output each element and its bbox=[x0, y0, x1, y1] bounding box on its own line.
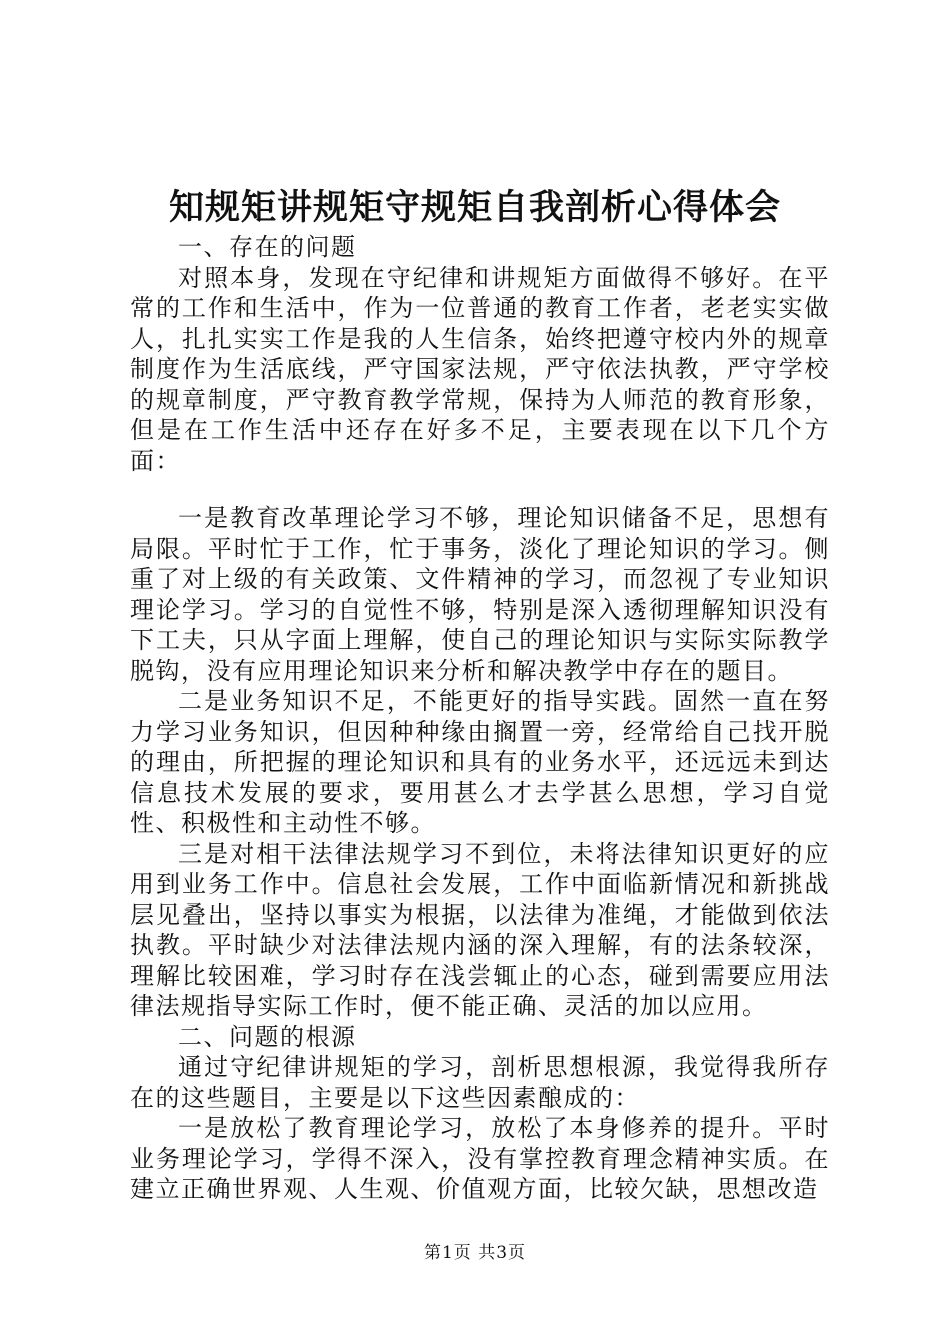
section-heading-problems: 一、存在的问题 bbox=[178, 233, 357, 261]
paragraph-intro: 对照本身，发现在守纪律和讲规矩方面做得不够好。在平常的工作和生活中，作为一位普通的教育工作者，老老实实做人，扎扎实实工作是我的人生信条，始终把遵守校内外的规章制度作为生活底线，严守国家法规，严守依法执教，严守学校的规章制度，严守教育教学常规，保持为人师范的教育形象，但是在工作生活中还存在好多不足，主要表现在以下几个方面： bbox=[130, 263, 830, 475]
document-title: 知规矩讲规矩守规矩自我剖析心得体会 bbox=[168, 187, 781, 228]
paragraph-root-1: 一是放松了教育理论学习，放松了本身修养的提升。平时业务理论学习，学得不深入，没有掌控教育理念精神实质。在建立正确世界观、人生观、价值观方面，比较欠缺，思想改造 bbox=[130, 1114, 830, 1203]
document-body bbox=[130, 232, 830, 1205]
page-footer: 第1页 共3页 bbox=[423, 1243, 527, 1263]
paragraph-point-3: 三是对相干法律法规学习不到位，未将法律知识更好的应用到业务工作中。信息社会发展，工作中面临新情况和新挑战层见叠出，坚持以事实为根据，以法律为准绳，才能做到依法执教。平时缺少对法律法规内涵的深入理解，有的法条较深，理解比较困难，学习时存在浅尝辄止的心态，碰到需要应用法律法规指导实际工作时，便不能正确、灵活的加以应用。 bbox=[130, 839, 830, 1020]
paragraph-point-2: 二是业务知识不足，不能更好的指导实践。固然一直在努力学习业务知识，但因种种缘由搁置一旁，经常给自己找开脱的理由，所把握的理论知识和具有的业务水平，还远远未到达信息技术发展的要求，要用甚么才去学甚么思想，学习自觉性、积极性和主动性不够。 bbox=[130, 687, 830, 837]
paragraph-point-1: 一是教育改革理论学习不够，理论知识储备不足，思想有局限。平时忙于工作，忙于事务，淡化了理论知识的学习。侧重了对上级的有关政策、文件精神的学习，而忽视了专业知识理论学习。学习的自觉性不够，特别是深入透彻理解知识没有下工夫，只从字面上理解，使自己的理论知识与实际实际教学脱钩，没有应用理论知识来分析和解决教学中存在的题目。 bbox=[130, 504, 830, 685]
section-heading-roots: 二、问题的根源 bbox=[178, 1022, 357, 1051]
paragraph-roots-intro: 通过守纪律讲规矩的学习，剖析思想根源，我觉得我所存在的这些题目，主要是以下这些因素酿成的： bbox=[130, 1053, 830, 1112]
